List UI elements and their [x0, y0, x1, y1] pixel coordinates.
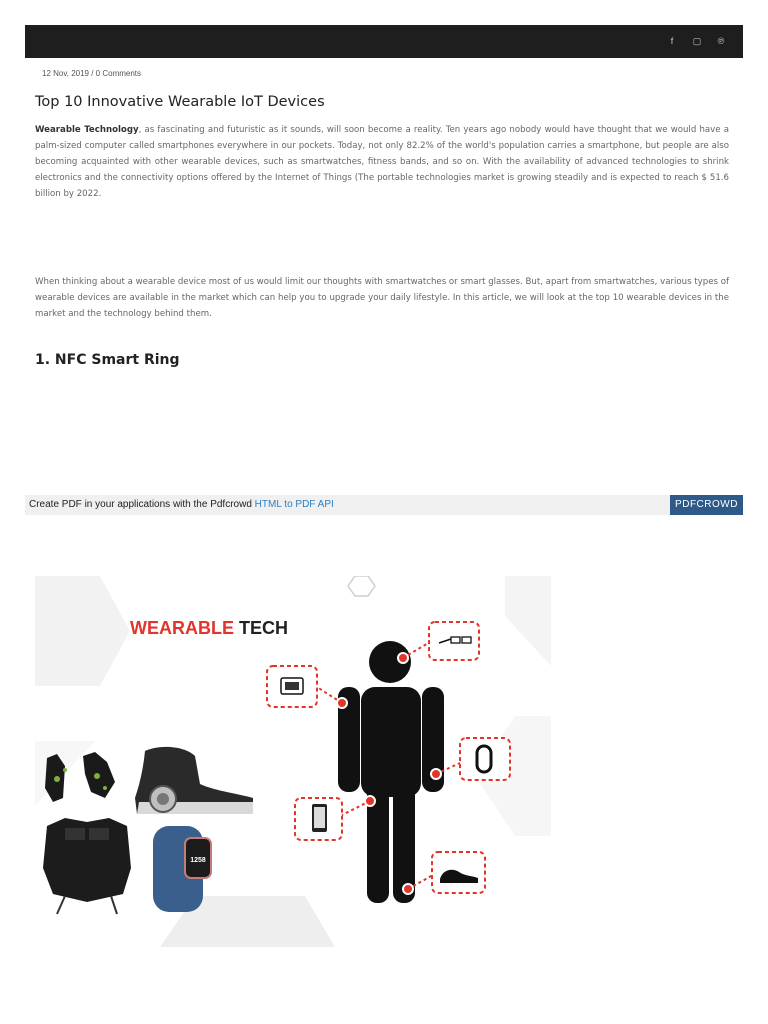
top-navigation-bar	[25, 25, 743, 58]
html-to-pdf-link[interactable]: HTML to PDF API	[254, 499, 334, 510]
fitness-band-photo	[153, 826, 211, 912]
band-icon	[460, 738, 510, 780]
pdfcrowd-button[interactable]: PDFCROWD	[670, 495, 743, 515]
section-heading-nfc-ring: 1. NFC Smart Ring	[35, 352, 180, 368]
intro-paragraph	[35, 122, 729, 202]
chip-icon	[267, 666, 317, 707]
twitter-icon[interactable]: ▢	[692, 36, 702, 46]
wearable-tech-infographic	[35, 576, 551, 947]
band-display-text: 1258	[190, 857, 206, 864]
pdfcrowd-banner	[25, 495, 743, 515]
figure-title-black: TECH	[234, 618, 288, 638]
banner-message: Create PDF in your applications with the Pdfcrowd	[29, 499, 255, 510]
paragraph-two: When thinking about a wearable device most of us would limit our thoughts with smartwatches or smart glasses. But, apart from smartwatches, various types of wearable devices are available in the market which can help you to upgrade your daily lifestyle. In this article, we will look at the top 10 wearable devices in the market and the technology behind them.	[35, 277, 729, 319]
post-meta: 12 Nov, 2019 / 0 Comments	[42, 69, 142, 78]
shoe-icon	[432, 852, 485, 893]
facebook-icon[interactable]: f	[670, 36, 674, 46]
pdfcrowd-banner-text	[29, 499, 334, 510]
pinterest-icon[interactable]: ℗	[717, 36, 725, 46]
figure-title	[130, 618, 288, 638]
intro-bold-term: Wearable Technology	[35, 125, 139, 135]
phone-icon	[295, 798, 342, 840]
glasses-icon	[429, 622, 479, 660]
infographic-svg	[35, 576, 551, 947]
article-title: Top 10 Innovative Wearable IoT Devices	[35, 94, 325, 110]
intro-text: , as fascinating and futuristic as it sounds, will soon become a reality. Ten years ago nobody would have thought that we would have a palm-sized computer called smartphones everywhere in our pockets. Today, not only 82.2% of the world's population carries a smartphone, but people are also becoming acquainted with other wearable devices, such as smartwatches, fitness bands, and so on. With the availability of advanced technologies to shrink electronics and the connectivity options offered by the Internet of Things (The portable technologies market is growing steadily and is expected to reach $ 51.6 billion by 2022.	[35, 125, 729, 199]
figure-title-red: WEARABLE	[130, 618, 234, 638]
